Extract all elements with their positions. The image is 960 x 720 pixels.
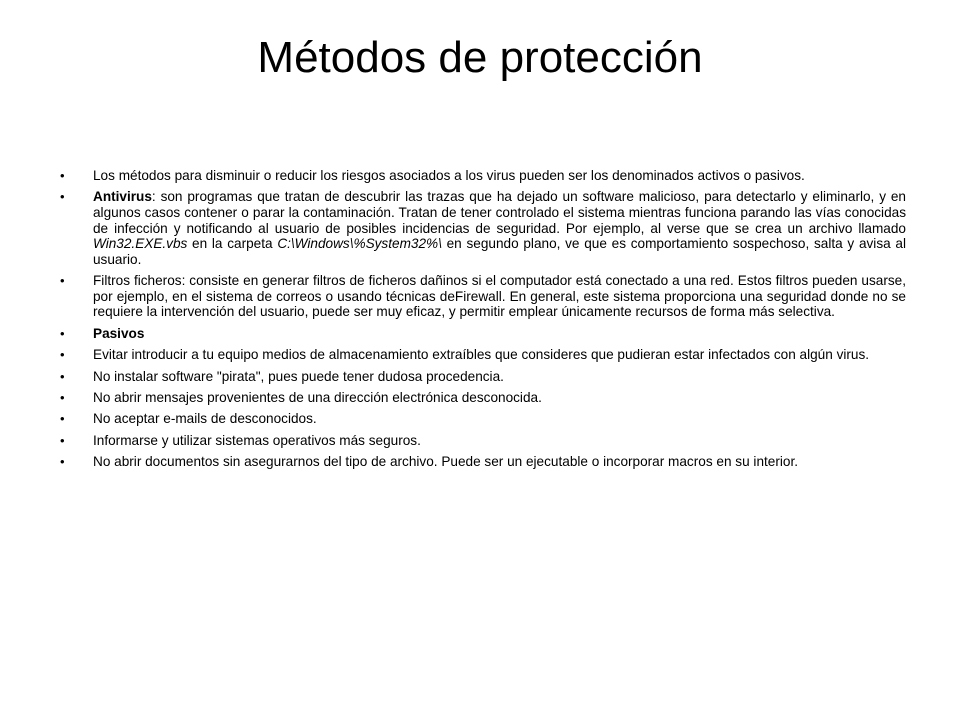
bullet-list [60, 168, 906, 470]
folder-path: C:\Windows\%System32%\ [277, 236, 442, 252]
bullet-intro [60, 168, 906, 184]
bullet-pasivos [60, 326, 906, 342]
pasivos-label: Pasivos [93, 325, 145, 341]
bullet-text: Filtros ficheros: consiste en generar filtros de ficheros dañinos si el computador está conectado a una red. Estos filtros pueden usarse, por ejemplo, en el sistema de correos o usando técnicas deFirewall. En general, este sistema proporciona una seguridad donde no se requiere la intervención del usuario, puede ser muy eficaz, y permitir emplear únicamente recursos de forma más selectiva. [93, 273, 906, 320]
bullet-glyph: • [60, 411, 65, 427]
bullet-text: No abrir mensajes provenientes de una dirección electrónica desconocida. [93, 389, 542, 405]
bullet-no-mensajes [60, 390, 906, 406]
bullet-informarse [60, 433, 906, 449]
bullet-antivirus [60, 189, 906, 267]
bullet-glyph: • [60, 325, 65, 341]
antivirus-label: Antivirus [93, 189, 152, 205]
bullet-text: No instalar software "pirata", pues puede tener dudosa procedencia. [93, 368, 504, 384]
bullet-text: No abrir documentos sin asegurarnos del tipo de archivo. Puede ser un ejecutable o incorporar macros en su interior. [93, 454, 798, 470]
bullet-glyph: • [60, 368, 65, 384]
bullet-text: : son programas que tratan de descubrir las trazas que ha dejado un software malicioso, para detectarlo y eliminarlo, y en algunos casos contener o parar la contaminación. Tratan de tener controlado el sistema mientras funciona parando las vías conocidas de infección y notificando al usuario de posibles incidencias de seguridad. Por ejemplo, al verse que se crea un archivo llamado [93, 189, 906, 236]
slide-body [60, 168, 906, 475]
bullet-text: No aceptar e-mails de desconocidos. [93, 411, 317, 427]
file-name: Win32.EXE.vbs [93, 236, 188, 252]
bullet-glyph: • [60, 432, 65, 448]
bullet-text: Evitar introducir a tu equipo medios de almacenamiento extraíbles que consideres que pudieran estar infectados con algún virus. [93, 347, 870, 363]
bullet-glyph: • [60, 454, 65, 470]
bullet-text: en segundo plano, ve que es comportamiento sospechoso, salta y avisa al usuario. [93, 236, 907, 267]
slide-title: Métodos de protección [257, 33, 703, 82]
bullet-filtros [60, 273, 906, 320]
bullet-glyph: • [60, 189, 65, 205]
bullet-glyph: • [60, 347, 65, 363]
bullet-no-emails [60, 411, 906, 427]
bullet-text: Informarse y utilizar sistemas operativos más seguros. [93, 432, 421, 448]
bullet-evitar [60, 347, 906, 363]
bullet-glyph: • [60, 389, 65, 405]
bullet-text: Los métodos para disminuir o reducir los riesgos asociados a los virus pueden ser los denominados activos o pasivos. [93, 168, 805, 183]
bullet-no-pirata [60, 369, 906, 385]
bullet-glyph: • [60, 273, 65, 289]
bullet-no-documentos [60, 454, 906, 470]
bullet-text: en la carpeta [187, 236, 278, 252]
bullet-glyph: • [60, 168, 65, 183]
